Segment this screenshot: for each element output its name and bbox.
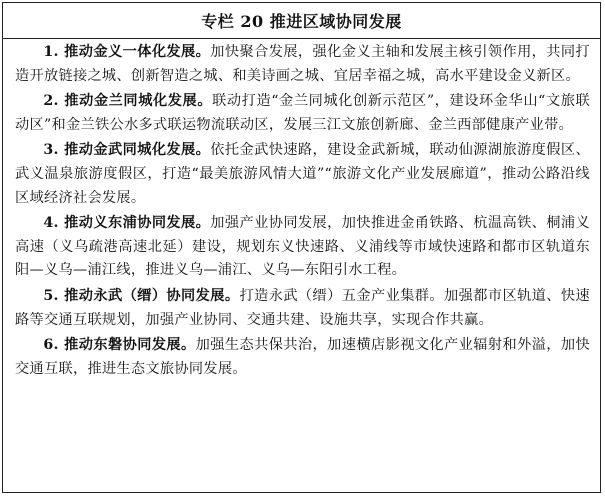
column-box: [2, 2, 601, 493]
item-lead: 4. 推动义东浦协同发展。: [43, 215, 211, 232]
column-title: 专栏 20 推进区域协同发展: [3, 3, 600, 39]
item-lead: 6. 推动东磐协同发展。: [43, 337, 196, 354]
item-lead: 3. 推动金武同城化发展。: [43, 142, 211, 159]
item-lead: 5. 推动永武（缙）协同发展。: [43, 287, 240, 304]
item-paragraph: [15, 90, 590, 137]
item-lead: 1. 推动金义一体化发展。: [43, 44, 211, 60]
item-body: 联动打造“金兰同城化创新示范区”，建设环金华山“文旅联动区”和金兰铁公水多式联运物流联动区，发展三江文旅创新廊、金兰西部健康产业带。: [15, 93, 590, 133]
item-paragraph: [15, 285, 590, 332]
item-paragraph: [15, 139, 590, 210]
item-paragraph: [15, 334, 590, 381]
item-body: 加强生态共保共治，加速横店影视文化产业辐射和外溢，加快交通互联，推进生态文旅协同发展。: [15, 337, 590, 377]
item-body: 加强产业协同发展，加快推进金甬铁路、杭温高铁、桐浦义高速（义乌疏港高速北延）建设，规划东义快速路、义浦线等市域快速路和都市区轨道东阳—义乌—浦江线，推进义乌—浦江、义乌—东阳引水工程。: [15, 215, 590, 279]
item-paragraph: [15, 212, 590, 283]
item-body: 打造永武（缙）五金产业集群。加强都市区轨道、快速路等交通互联规划，加强产业协同、交通共建、设施共享，实现合作共赢。: [15, 287, 590, 328]
item-body: 加快聚合发展，强化金义主轴和发展主核引领作用，共同打造开放链接之城、创新智造之城、和美诗画之城、宜居幸福之城，高水平建设金义新区。: [15, 44, 590, 84]
column-content: [3, 39, 600, 381]
item-lead: 2. 推动金兰同城化发展。: [43, 93, 213, 110]
item-body: 依托金武快速路，建设金武新城，联动仙源湖旅游度假区、武义温泉旅游度假区，打造“最美旅游风情大道”“旅游文化产业发展廊道”，推动公路沿线区域经济社会发展。: [15, 142, 590, 206]
item-paragraph: [15, 41, 590, 88]
